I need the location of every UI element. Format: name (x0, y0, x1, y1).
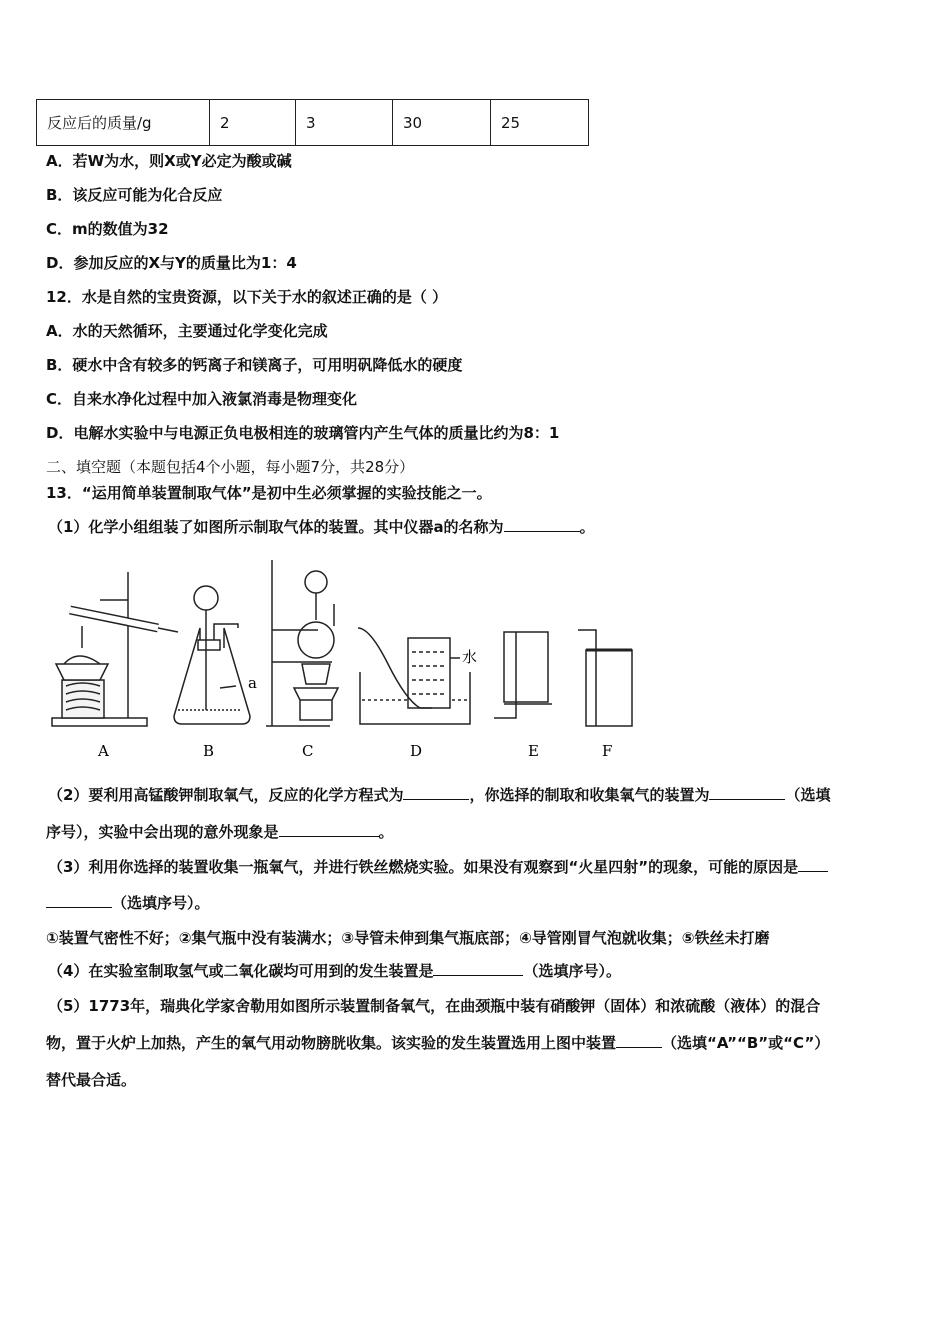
answer-blank[interactable] (46, 893, 112, 908)
apparatus-d (358, 628, 470, 724)
mass-table (36, 99, 589, 146)
figure-label-e: E (528, 742, 539, 760)
figure-label-a: A (98, 742, 109, 760)
q13-part3-end: （选填序号）。 (112, 894, 210, 912)
answer-blank[interactable] (279, 822, 379, 837)
q13-part2 (48, 785, 830, 805)
answer-blank[interactable] (433, 961, 523, 976)
q12-option-b: B．硬水中含有较多的钙离子和镁离子，可用明矾降低水的硬度 (46, 356, 463, 374)
q12-option-c: C．自来水净化过程中加入液氯消毒是物理变化 (46, 390, 358, 408)
q13-part5-text2: （选填“A”“B”或“C”） (662, 1034, 830, 1052)
q13-part1-text: （1）化学小组组装了如图所示制取气体的装置。其中仪器a的名称为 (48, 518, 504, 536)
table-cell: 3 (296, 100, 393, 146)
q12-stem: 12．水是自然的宝贵资源，以下关于水的叙述正确的是（ ） (46, 288, 448, 306)
apparatus-c (266, 560, 338, 726)
apparatus-e (494, 632, 552, 718)
apparatus-figure (40, 560, 660, 760)
table-cell: 2 (210, 100, 296, 146)
q13-part1-end: 。 (579, 518, 595, 536)
q13-part3-cont (46, 893, 210, 913)
q13-part4-end: （选填序号）。 (523, 962, 621, 980)
q13-part2-text3: （选填 (785, 786, 831, 804)
q12-option-d: D．电解水实验中与电源正负电极相连的玻璃管内产生气体的质量比约为8：1 (46, 424, 560, 442)
q13-part5: （5）1773年，瑞典化学家舍勒用如图所示装置制备氧气，在曲颈瓶中装有硝酸钾（固体）和浓硫酸（液体）的混合 (48, 997, 821, 1015)
q11-option-b: B．该反应可能为化合反应 (46, 186, 223, 204)
q13-part5-cont (46, 1033, 829, 1053)
q12-option-a: A．水的天然循环，主要通过化学变化完成 (46, 322, 328, 340)
q11-option-d: D．参加反应的X与Y的质量比为1：4 (46, 254, 297, 272)
q13-part5-end: 替代最合适。 (46, 1071, 137, 1089)
q13-part3-options: ①装置气密性不好；②集气瓶中没有装满水；③导管未伸到集气瓶底部；④导管刚冒气泡就收集；⑤铁丝未打磨 (46, 929, 770, 947)
q13-part2-cont (46, 822, 394, 842)
q13-part5-text: 物，置于火炉上加热，产生的氧气用动物膀胱收集。该实验的发生装置选用上图中装置 (46, 1034, 617, 1052)
figure-label-b: B (203, 742, 215, 760)
q11-option-a: A．若W为水，则X或Y必定为酸或碱 (46, 152, 292, 170)
q13-part2-text2: ，你选择的制取和收集氧气的装置为 (469, 786, 710, 804)
answer-blank[interactable] (616, 1033, 662, 1048)
apparatus-b (174, 586, 250, 724)
q13-part4 (48, 961, 621, 981)
q13-part2-end: 。 (378, 823, 394, 841)
table-row (37, 100, 589, 146)
q13-part3-text: （3）利用你选择的装置收集一瓶氧气，并进行铁丝燃烧实验。如果没有观察到“火星四射”的现象，可能的原因是 (48, 858, 799, 876)
q13-stem: 13．“运用简单装置制取气体”是初中生必须掌握的实验技能之一。 (46, 484, 492, 502)
figure-label-d: D (410, 742, 423, 760)
table-cell: 25 (491, 100, 589, 146)
figure-label-c: C (302, 742, 314, 760)
apparatus-a (52, 572, 178, 726)
answer-blank[interactable] (403, 785, 469, 800)
q13-part1 (48, 517, 595, 537)
q11-option-c: C．m的数值为32 (46, 220, 169, 238)
label-a-instrument: a (248, 674, 257, 692)
section-heading: 二、填空题（本题包括4个小题，每小题7分，共28分） (46, 458, 415, 476)
q13-part2-text4: 序号），实验中会出现的意外现象是 (46, 823, 279, 841)
apparatus-f (578, 630, 632, 726)
answer-blank[interactable] (709, 785, 785, 800)
answer-blank[interactable] (798, 857, 828, 872)
figure-label-f: F (602, 742, 613, 760)
q13-part3 (48, 857, 828, 877)
table-row-label: 反应后的质量/g (37, 100, 210, 146)
table-cell: 30 (393, 100, 491, 146)
answer-blank[interactable] (504, 517, 580, 532)
q13-part4-text: （4）在实验室制取氢气或二氧化碳均可用到的发生装置是 (48, 962, 434, 980)
label-water: 水 (462, 648, 478, 666)
q13-part2-text: （2）要利用高锰酸钾制取氧气，反应的化学方程式为 (48, 786, 404, 804)
